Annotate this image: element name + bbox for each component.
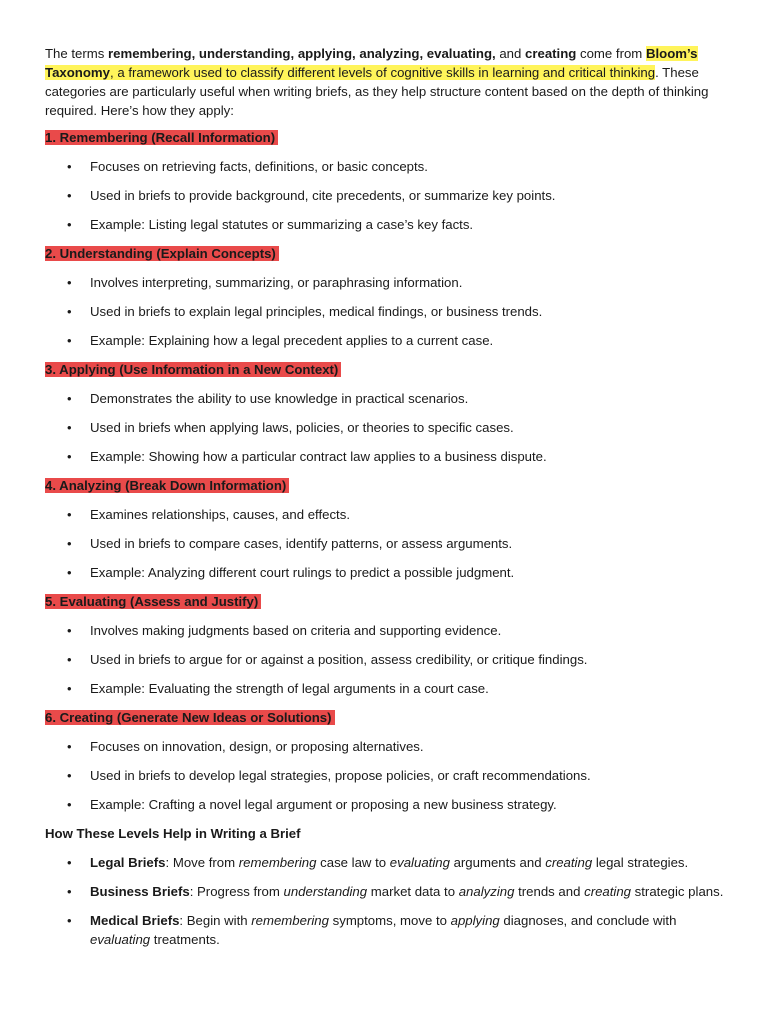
business-briefs-item xyxy=(45,882,724,901)
item-emphasis: creating xyxy=(545,855,593,870)
bullet-item: • Used in briefs to explain legal principles, medical findings, or business trends. xyxy=(45,302,724,321)
bullet-item: • Demonstrates the ability to use knowledge in practical scenarios. xyxy=(45,389,724,408)
legal-briefs-item xyxy=(45,853,724,872)
section-heading xyxy=(45,476,724,495)
section-heading-text: 6. Creating (Generate New Ideas or Solutions) xyxy=(45,710,335,725)
item-emphasis: creating xyxy=(584,884,632,899)
section-heading xyxy=(45,244,724,263)
how-levels-help-heading: How These Levels Help in Writing a Brief xyxy=(45,826,301,841)
intro-terms: remembering, understanding, applying, analyzing, evaluating, xyxy=(108,46,496,61)
bullet-item: • Used in briefs to develop legal strategies, propose policies, or craft recommendations. xyxy=(45,766,724,785)
business-briefs-label: Business Briefs xyxy=(90,884,190,899)
section-applying xyxy=(45,360,724,466)
intro-text: come from xyxy=(576,46,646,61)
item-emphasis: remembering xyxy=(238,855,317,870)
section-analyzing xyxy=(45,476,724,582)
bullet-item: • Used in briefs when applying laws, policies, or theories to specific cases. xyxy=(45,418,724,437)
intro-text: . These categories are particularly useful when writing briefs, as they help structure content based on the depth of thinking required. Here’s how they apply: xyxy=(45,65,709,118)
bullet-list xyxy=(45,157,724,234)
bullet-list xyxy=(45,505,724,582)
item-text: : Progress from xyxy=(189,884,284,899)
section-heading-text: 5. Evaluating (Assess and Justify) xyxy=(45,594,261,609)
bullet-list xyxy=(45,273,724,350)
section-heading-text: 2. Understanding (Explain Concepts) xyxy=(45,246,279,261)
item-text: strategic plans. xyxy=(631,884,724,899)
section-heading xyxy=(45,708,724,727)
item-text: symptoms, move to xyxy=(328,913,451,928)
bullet-item: • Example: Analyzing different court rulings to predict a possible judgment. xyxy=(45,563,724,582)
bullet-list xyxy=(45,737,724,814)
bullet-item: • Involves making judgments based on criteria and supporting evidence. xyxy=(45,621,724,640)
item-emphasis: evaluating xyxy=(389,855,450,870)
item-text: : Begin with xyxy=(179,913,252,928)
bullet-item: • Focuses on retrieving facts, definitions, or basic concepts. xyxy=(45,157,724,176)
item-text: market data to xyxy=(367,884,459,899)
bullet-item: • Example: Listing legal statutes or summarizing a case’s key facts. xyxy=(45,215,724,234)
brief-types-list xyxy=(45,853,724,949)
legal-briefs-label: Legal Briefs xyxy=(90,855,166,870)
item-text: trends and xyxy=(514,884,585,899)
framework-description: a framework used to classify different levels of cognitive skills in learning and critical thinking xyxy=(113,65,656,80)
item-text: : Move from xyxy=(165,855,239,870)
bullet-item: • Examines relationships, causes, and effects. xyxy=(45,505,724,524)
intro-comma: , xyxy=(109,65,114,80)
section-evaluating xyxy=(45,592,724,698)
item-text: legal strategies. xyxy=(592,855,689,870)
section-heading-text: 4. Analyzing (Break Down Information) xyxy=(45,478,289,493)
intro-paragraph xyxy=(45,44,724,120)
section-heading xyxy=(45,360,724,379)
section-heading xyxy=(45,128,724,147)
bullet-item: • Used in briefs to argue for or against a position, assess credibility, or critique findings. xyxy=(45,650,724,669)
section-heading-text: 1. Remembering (Recall Information) xyxy=(45,130,278,145)
item-text: diagnoses, and conclude with xyxy=(499,913,677,928)
item-emphasis: analyzing xyxy=(458,884,515,899)
bullet-item: • Example: Showing how a particular contract law applies to a business dispute. xyxy=(45,447,724,466)
section-understanding xyxy=(45,244,724,350)
item-emphasis: evaluating xyxy=(90,932,151,947)
item-text: case law to xyxy=(316,855,390,870)
bullet-item: • Used in briefs to compare cases, identify patterns, or assess arguments. xyxy=(45,534,724,553)
item-emphasis: remembering xyxy=(251,913,329,928)
bullet-item: • Focuses on innovation, design, or proposing alternatives. xyxy=(45,737,724,756)
blooms-taxonomy-term: Bloom’s Taxonomy xyxy=(45,46,698,80)
item-emphasis: applying xyxy=(450,913,500,928)
section-remembering xyxy=(45,128,724,234)
item-text: arguments and xyxy=(449,855,546,870)
intro-text: and xyxy=(495,46,526,61)
intro-term-creating: creating xyxy=(525,46,577,61)
medical-briefs-label: Medical Briefs xyxy=(90,913,180,928)
bullet-item: • Used in briefs to provide background, cite precedents, or summarize key points. xyxy=(45,186,724,205)
bullet-item: • Example: Explaining how a legal precedent applies to a current case. xyxy=(45,331,724,350)
intro-text: The terms xyxy=(45,46,109,61)
section-heading-text: 3. Applying (Use Information in a New Context) xyxy=(45,362,341,377)
bullet-item: • Example: Evaluating the strength of legal arguments in a court case. xyxy=(45,679,724,698)
section-creating xyxy=(45,708,724,814)
item-emphasis: understanding xyxy=(283,884,368,899)
bullet-list xyxy=(45,621,724,698)
medical-briefs-item xyxy=(45,911,724,949)
item-text: treatments. xyxy=(150,932,220,947)
section-heading xyxy=(45,592,724,611)
bullet-item: • Involves interpreting, summarizing, or paraphrasing information. xyxy=(45,273,724,292)
bullet-list xyxy=(45,389,724,466)
bullet-item: • Example: Crafting a novel legal argument or proposing a new business strategy. xyxy=(45,795,724,814)
